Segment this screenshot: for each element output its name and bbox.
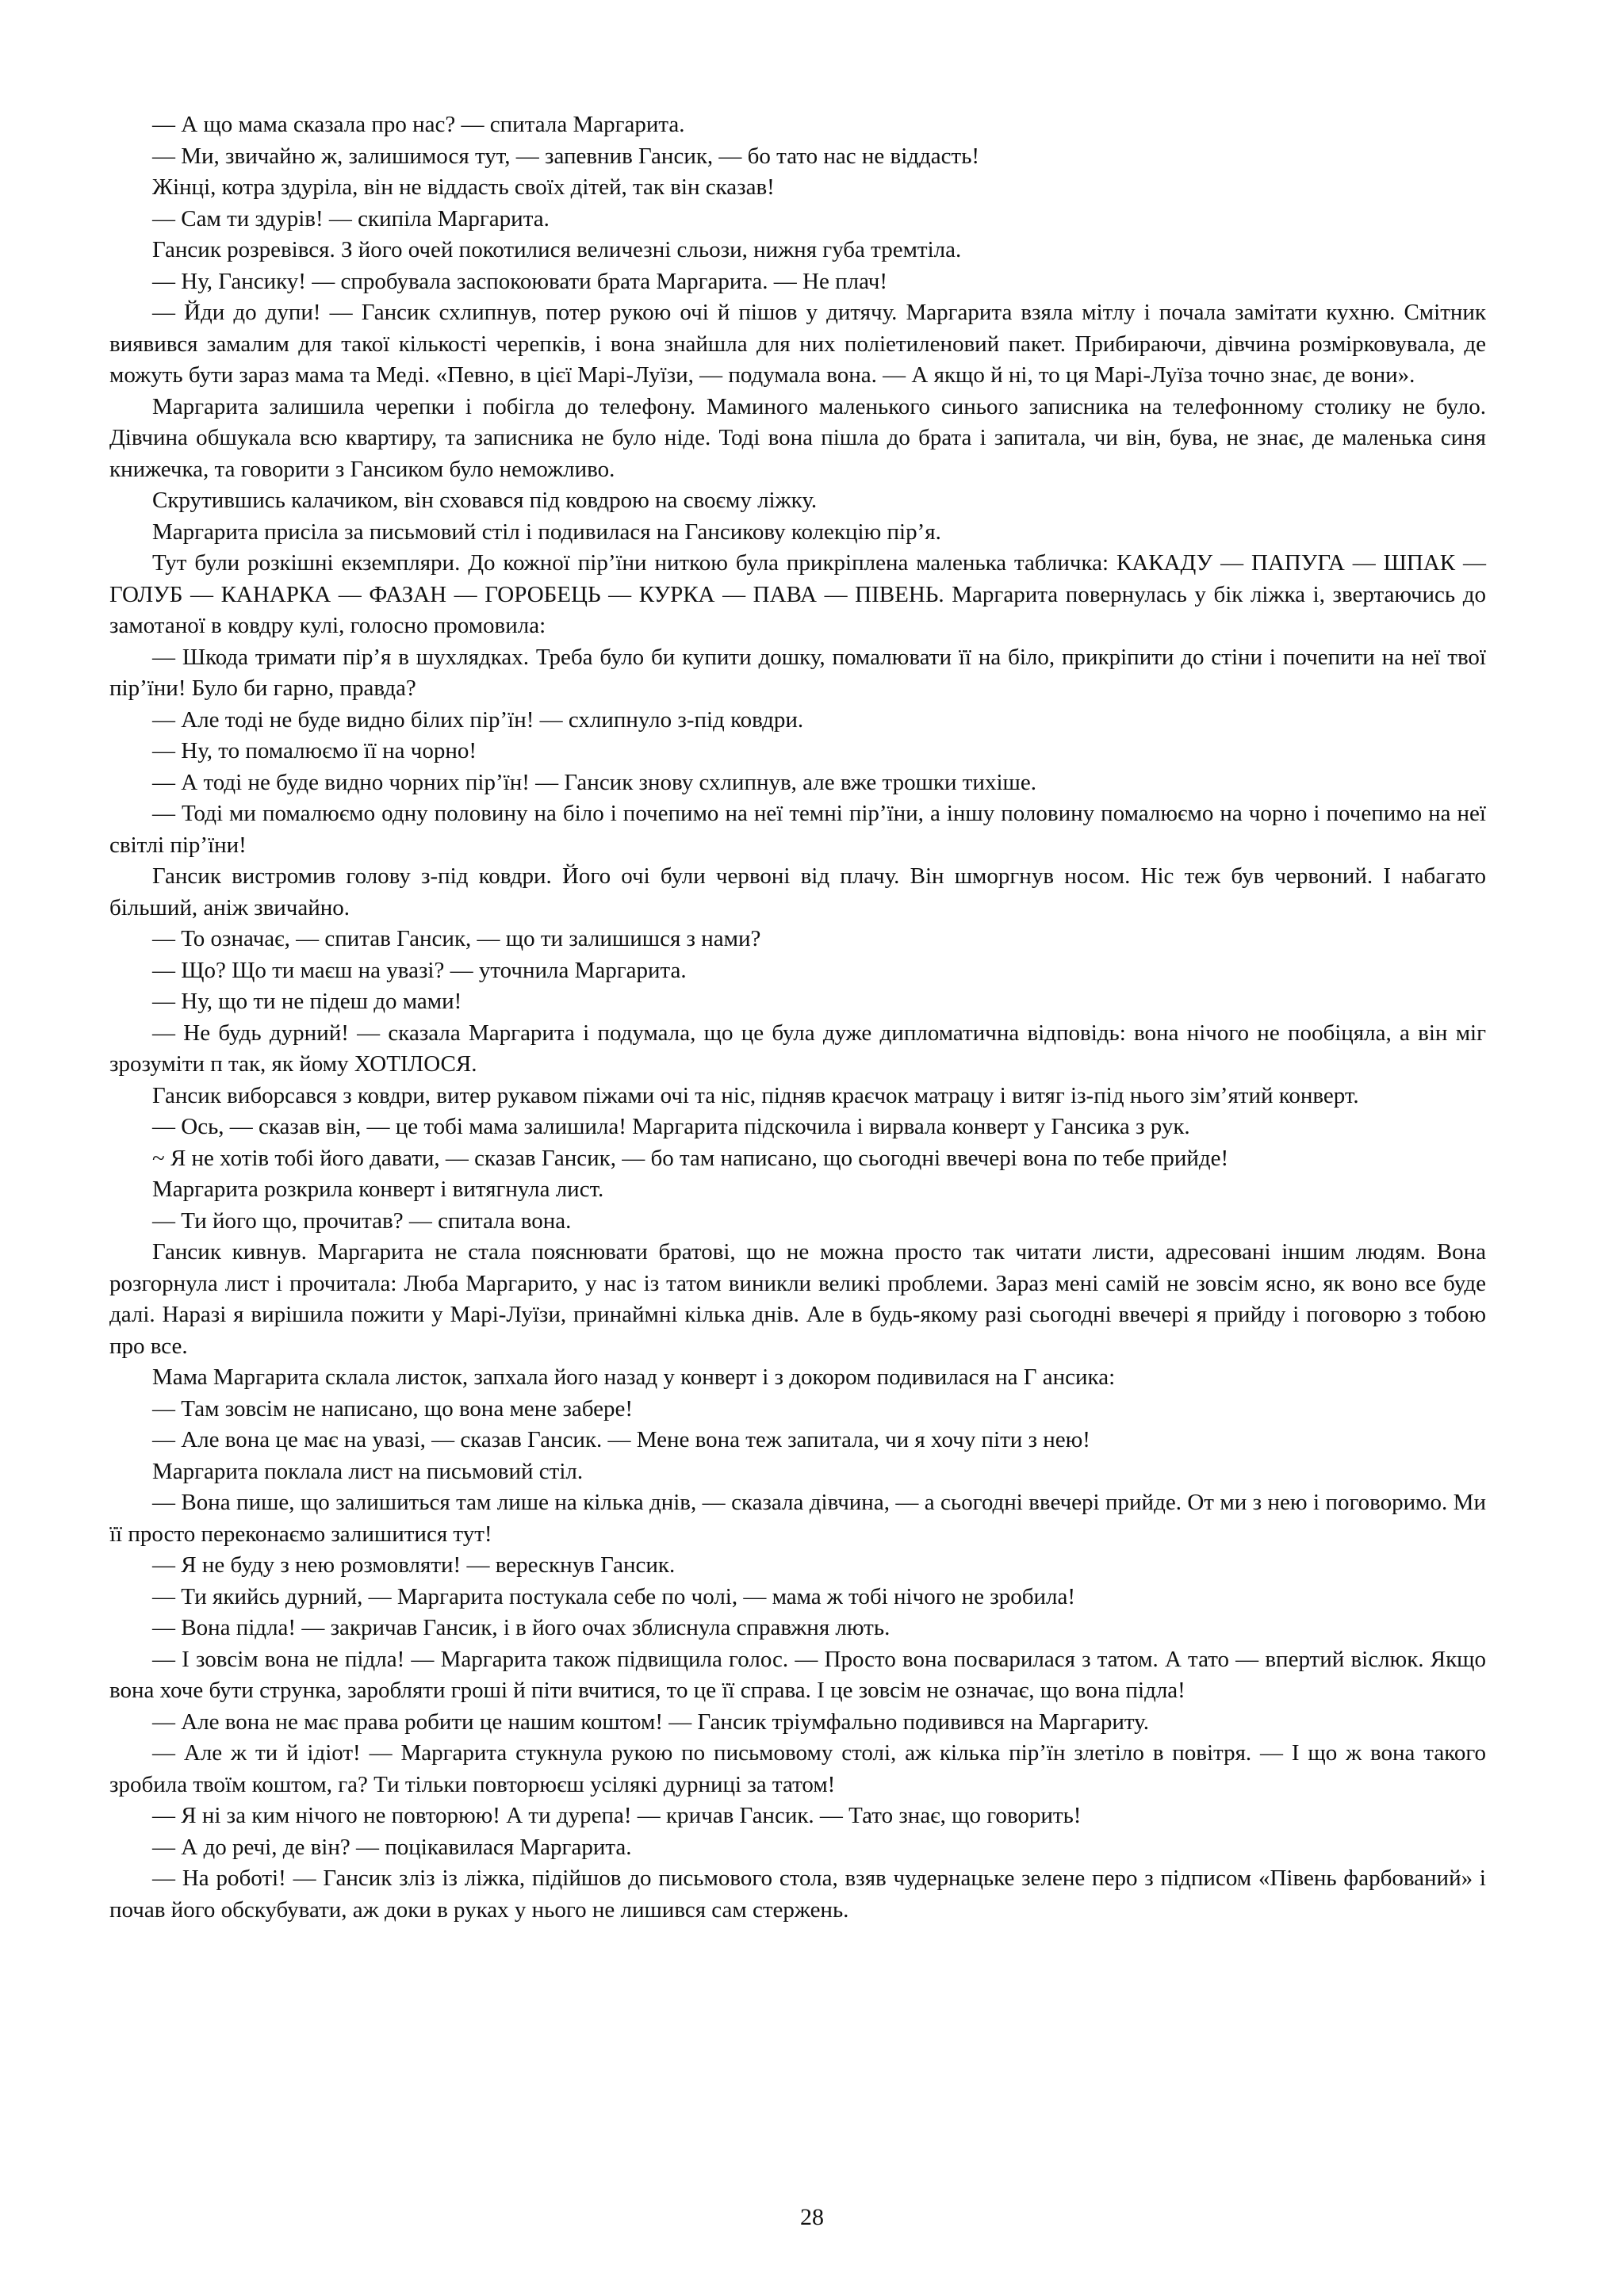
paragraph: — Ти якийсь дурний, — Маргарита постукала себе по чолі, — мама ж тобі нічого не зробила! — [152, 1583, 1075, 1609]
paragraph: — Але вона це має на увазі, — сказав Гансик. — Мене вона теж запитала, чи я хочу піти з нею! — [152, 1427, 1090, 1452]
paragraph: — Там зовсім не написано, що вона мене забере! — [152, 1395, 634, 1422]
paragraph: Гансик вистромив голову з-під ковдри. Його очі були червоні від плачу. Він шморгнув носом. Ніс теж був червоний. І набагато більший, аніж звичайно. — [109, 863, 1486, 920]
paragraph: — Ти його що, прочитав? — спитала вона. — [152, 1207, 572, 1234]
paragraph: — Шкода тримати пір’я в шухлядках. Треба було би купити дошку, помалювати її на біло, прикріпити до стіни і почепити на неї твої пір’їни! Було би гарно, правда? — [109, 644, 1486, 701]
paragraph: Маргарита розкрила конверт і витягнула лист. — [152, 1177, 604, 1202]
paragraph: ~ Я не хотів тобі його давати, — сказав Гансик, — бо там написано, що сьогодні ввечері вона по тебе прийде! — [152, 1145, 1229, 1171]
paragraph: — Вона пише, що залишиться там лише на кілька днів, — сказала дівчина, — а сьогодні ввечері прийде. От ми з нею і поговоримо. Ми її просто переконаємо залишитися тут! — [109, 1490, 1486, 1547]
paragraph: Маргарита присіла за письмовий стіл і подивилася на Гансикову колекцію пір’я. — [152, 519, 941, 545]
paragraph: — А що мама сказала про нас? — спитала Маргарита. — [152, 112, 685, 137]
paragraph: Гансик виборсався з ковдри, витер рукавом піжами очі та ніс, підняв краєчок матрацу і витяг із-під нього зім’ятий конверт. — [152, 1082, 1359, 1108]
paragraph: — На роботі! — Гансик зліз із ліжка, підійшов до письмового стола, взяв чудернацьке зелене перо з підписом «Півень фарбований» і почав його обскубувати, аж доки в руках у нього не лишився сам стержень. — [109, 1866, 1486, 1923]
paragraph: — Тоді ми помалюємо одну половину на біло і почепимо на неї темні пір’їни, а іншу половину помалюємо на чорно і почепимо на неї світлі пір’їни! — [109, 801, 1486, 858]
paragraph: Тут були розкішні екземпляри. До кожної пір’їни ниткою була прикріплена маленька табличка: КАКАДУ — ПАПУГА — ШПАК — ГОЛУБ — КАНАРКА — ФАЗАН — ГОРОБЕЦЬ — КУРКА — ПАВА — ПІВЕНЬ. Маргарита повернулась у бік ліжка і, звертаючись до замотаної в ковдру кулі, голосно промовила: — [109, 550, 1486, 638]
paragraph: Жінці, котра здуріла, він не віддасть своїх дітей, так він сказав! — [152, 174, 775, 200]
paragraph: — Ну, Гансику! — спробувала заспокоювати брата Маргарита. — Не плач! — [152, 268, 888, 294]
paragraph: — Що? Що ти маєш на увазі? — уточнила Маргарита. — [152, 957, 687, 983]
paragraph: — Але вона не має права робити це нашим коштом! — Гансик тріумфально подивився на Маргариту. — [152, 1709, 1149, 1735]
paragraph: — Ну, то помалюємо її на чорно! — [152, 738, 477, 763]
paragraph: — Ми, звичайно ж, залишимося тут, — запевнив Гансик, — бо тато нас не віддасть! — [152, 143, 980, 169]
paragraph: — Але тоді не буде видно білих пір’їн! — схлипнуло з-під ковдри. — [152, 706, 804, 733]
paragraph: — Я ні за ким нічого не повторюю! А ти дурепа! — кричав Гансик. — Тато знає, що говорить! — [152, 1803, 1082, 1828]
paragraph: Гансик кивнув. Маргарита не стала пояснювати братові, що не можна просто так читати листи, адресовані іншим людям. Вона розгорнула лист і прочитала: Люба Маргарито, у нас із татом виникли великі проблеми. Зараз мені самій не зовсім ясно, як воно все буде далі. Наразі я вирішила пожити у Марі-Луїзи, принаймні кілька днів. Але в будь-якому разі сьогодні ввечері я прийду і поговорю з тобою про все. — [109, 1239, 1486, 1359]
paragraph: — Ось, — сказав він, — це тобі мама залишила! Маргарита підскочила і вирвала конверт у Гансика з рук. — [152, 1114, 1190, 1139]
paragraph: — Вона підла! — закричав Гансик, і в його очах зблиснула справжня лють. — [152, 1615, 891, 1640]
paragraph: Маргарита залишила черепки і побігла до телефону. Маминого маленького синього записника на телефонному столику не було. Дівчина обшукала всю квартиру, та записника не було ніде. Тоді вона пішла до брата і запитала, чи він, бува, не знає, де маленька синя книжечка, та говорити з Гансиком було неможливо. — [109, 393, 1486, 482]
paragraph: Маргарита поклала лист на письмовий стіл. — [152, 1458, 584, 1484]
paragraph: Гансик розревівся. З його очей покотилися величезні сльози, нижня губа тремтіла. — [152, 237, 962, 262]
paragraph: — Не будь дурний! — сказала Маргарита і подумала, що це була дуже дипломатична відповідь: вона нічого не пообіцяла, а він міг зрозуміти п так, як йому ХОТІЛОСЯ. — [109, 1020, 1486, 1077]
page-body — [109, 109, 1486, 1926]
paragraph: — І зовсім вона не підла! — Маргарита також підвищила голос. — Просто вона посварилася з татом. А тато — впертий віслюк. Якщо вона хоче бути струнка, заробляти гроші й піти вчитися, то це її справа. І це зовсім не означає, що вона підла! — [109, 1646, 1486, 1703]
paragraph: Мама Маргарита склала листок, запхала його назад у конверт і з докором подивилася на Г ансика: — [152, 1364, 1116, 1390]
paragraph: — Сам ти здурів! — скипіла Маргарита. — [152, 205, 550, 232]
paragraph: Скрутившись калачиком, він сховався під ковдрою на своєму ліжку. — [152, 488, 818, 513]
paragraph: — А до речі, де він? — поцікавилася Маргарита. — [152, 1834, 632, 1860]
paragraph: — Але ж ти й ідіот! — Маргарита стукнула рукою по письмовому столі, аж кілька пір’їн злетіло в повітря. — І що ж вона такого зробила твоїм коштом, га? Ти тільки повторюєш усілякі дурниці за татом! — [109, 1740, 1486, 1797]
paragraph: — Я не буду з нею розмовляти! — верескнув Гансик. — [152, 1552, 676, 1578]
page-number: 28 — [800, 2204, 824, 2230]
paragraph: — Ну, що ти не підеш до мами! — [152, 989, 462, 1014]
paragraph: — А тоді не буде видно чорних пір’їн! — Гансик знову схлипнув, але вже трошки тихіше. — [152, 769, 1036, 795]
paragraph: — То означає, — спитав Гансик, — що ти залишишся з нами? — [152, 926, 761, 951]
paragraph: — Йди до дупи! — Гансик схлипнув, потер рукою очі й пішов у дитячу. Маргарита взяла мітлу і почала замітати кухню. Смітник виявився замалим для такої кількості черепків, і вона знайшла для них поліетиленовий пакет. Прибираючи, дівчина розмірковувала, де можуть бути зараз мама та Меді. «Певно, в цієї Марі-Луїзи, — подумала вона. — А якщо й ні, то ця Марі-Луїза точно знає, де вони». — [109, 300, 1486, 388]
